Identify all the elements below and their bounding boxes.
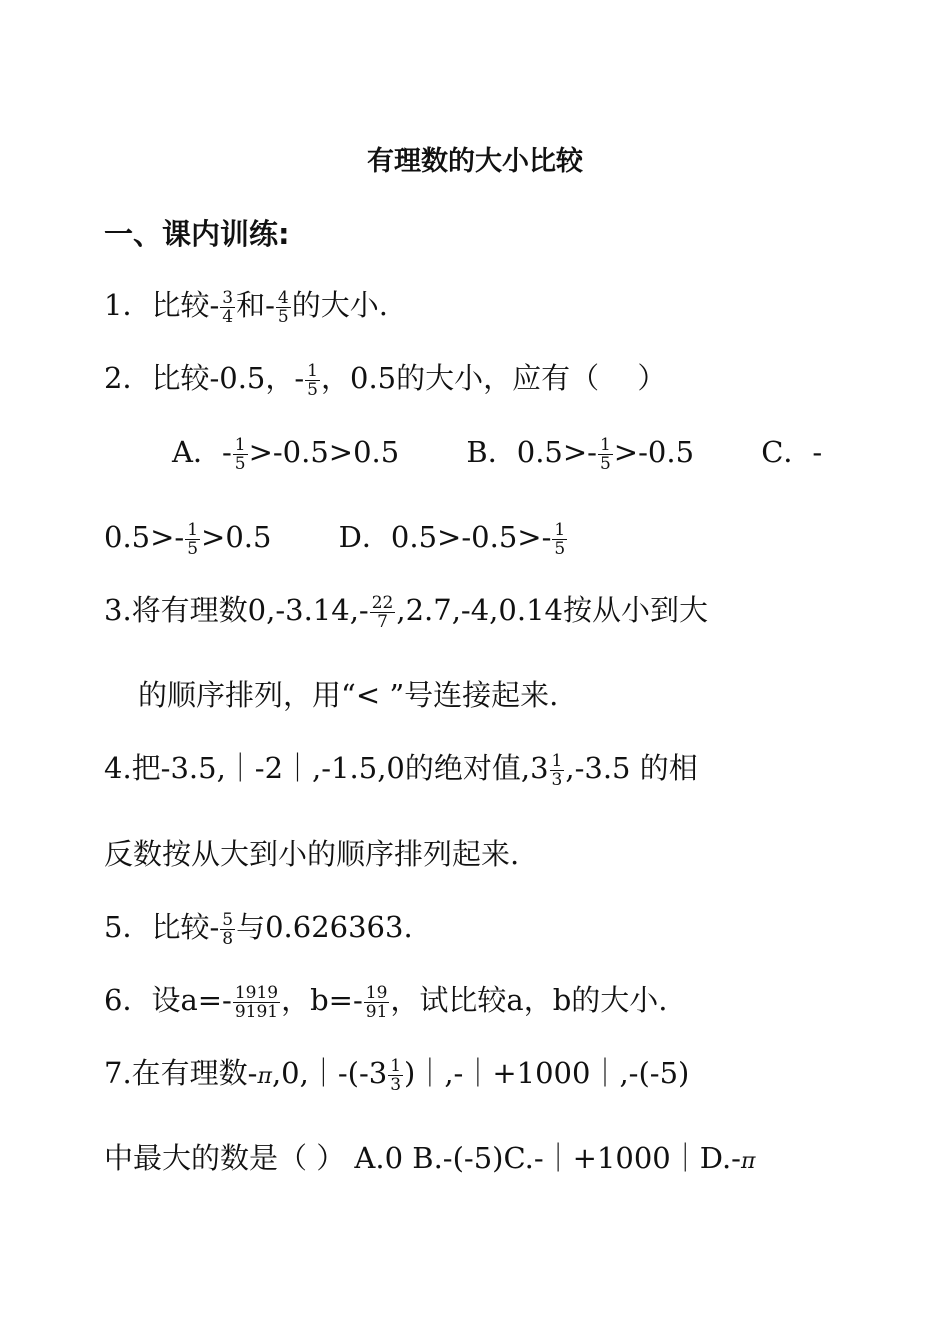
pi-symbol: π bbox=[257, 1064, 272, 1089]
question-4: 4.把-3.5,｜-2｜,-1.5,0的绝对值,3 $\frac{1}{3}$ ,-3.5 的相 bbox=[104, 750, 698, 790]
fraction: $\frac{1}{3}$ bbox=[551, 750, 563, 790]
question-3: 3.将有理数0,-3.14,- $\frac{22}{7}$ ,2.7,-4,0.14按从小到大 bbox=[104, 592, 708, 632]
question-2-options-line-2: 0.5>- $\frac{1}{5}$ >0.5 D．0.5>-0.5>- $\frac{1}{5}$ bbox=[104, 519, 566, 559]
question-5: 5．比较- $\frac{5}{8}$ 与0.626363. bbox=[104, 909, 413, 949]
question-2: 2．比较-0.5，- $\frac{1}{5}$ ，0.5的大小，应有（ ） bbox=[104, 360, 667, 400]
fraction: $\frac{1}{5}$ bbox=[554, 519, 566, 559]
question-6: 6．设a=- $\frac{1919}{9191}$ ，b=- $\frac{19}{91}$ ，试比较a，b的大小. bbox=[104, 982, 668, 1022]
question-7: 7.在有理数-π,0,｜-(-3 $\frac{1}{3}$ )｜,-｜+1000｜,-(-5) bbox=[104, 1055, 690, 1095]
section-heading: 一、课内训练: bbox=[104, 217, 290, 251]
fraction: $\frac{22}{7}$ bbox=[371, 592, 394, 632]
question-1: 1．比较- $\frac{3}{4}$ 和- $\frac{4}{5}$ 的大小. bbox=[104, 287, 388, 327]
fraction: $\frac{5}{8}$ bbox=[222, 909, 234, 949]
fraction: $\frac{1}{3}$ bbox=[390, 1055, 402, 1095]
question-4-continued: 反数按从大到小的顺序排列起来. bbox=[104, 837, 520, 871]
fraction: $\frac{1}{5}$ bbox=[599, 434, 611, 474]
fraction: $\frac{1}{5}$ bbox=[307, 360, 318, 400]
fraction: $\frac{19}{91}$ bbox=[365, 982, 388, 1022]
question-2-options-line-1: A．- $\frac{1}{5}$ >-0.5>0.5 B．0.5>- $\frac{1}{5}$ >-0.5 C．- bbox=[172, 434, 823, 474]
pi-symbol: π bbox=[740, 1149, 756, 1174]
fraction: $\frac{1}{5}$ bbox=[234, 434, 246, 474]
question-3-continued: 的顺序排列，用“< ”号连接起来. bbox=[138, 678, 559, 712]
fraction: $\frac{4}{5}$ bbox=[277, 287, 289, 327]
fraction: $\frac{3}{4}$ bbox=[222, 287, 234, 327]
fraction: $\frac{1919}{9191}$ bbox=[234, 982, 279, 1022]
page-title: 有理数的大小比较 bbox=[367, 146, 583, 177]
fraction: $\frac{1}{5}$ bbox=[187, 519, 199, 559]
question-7-options: 中最大的数是（ ） A.0 B.-(-5)C.-｜+1000｜D.-π bbox=[104, 1141, 756, 1175]
